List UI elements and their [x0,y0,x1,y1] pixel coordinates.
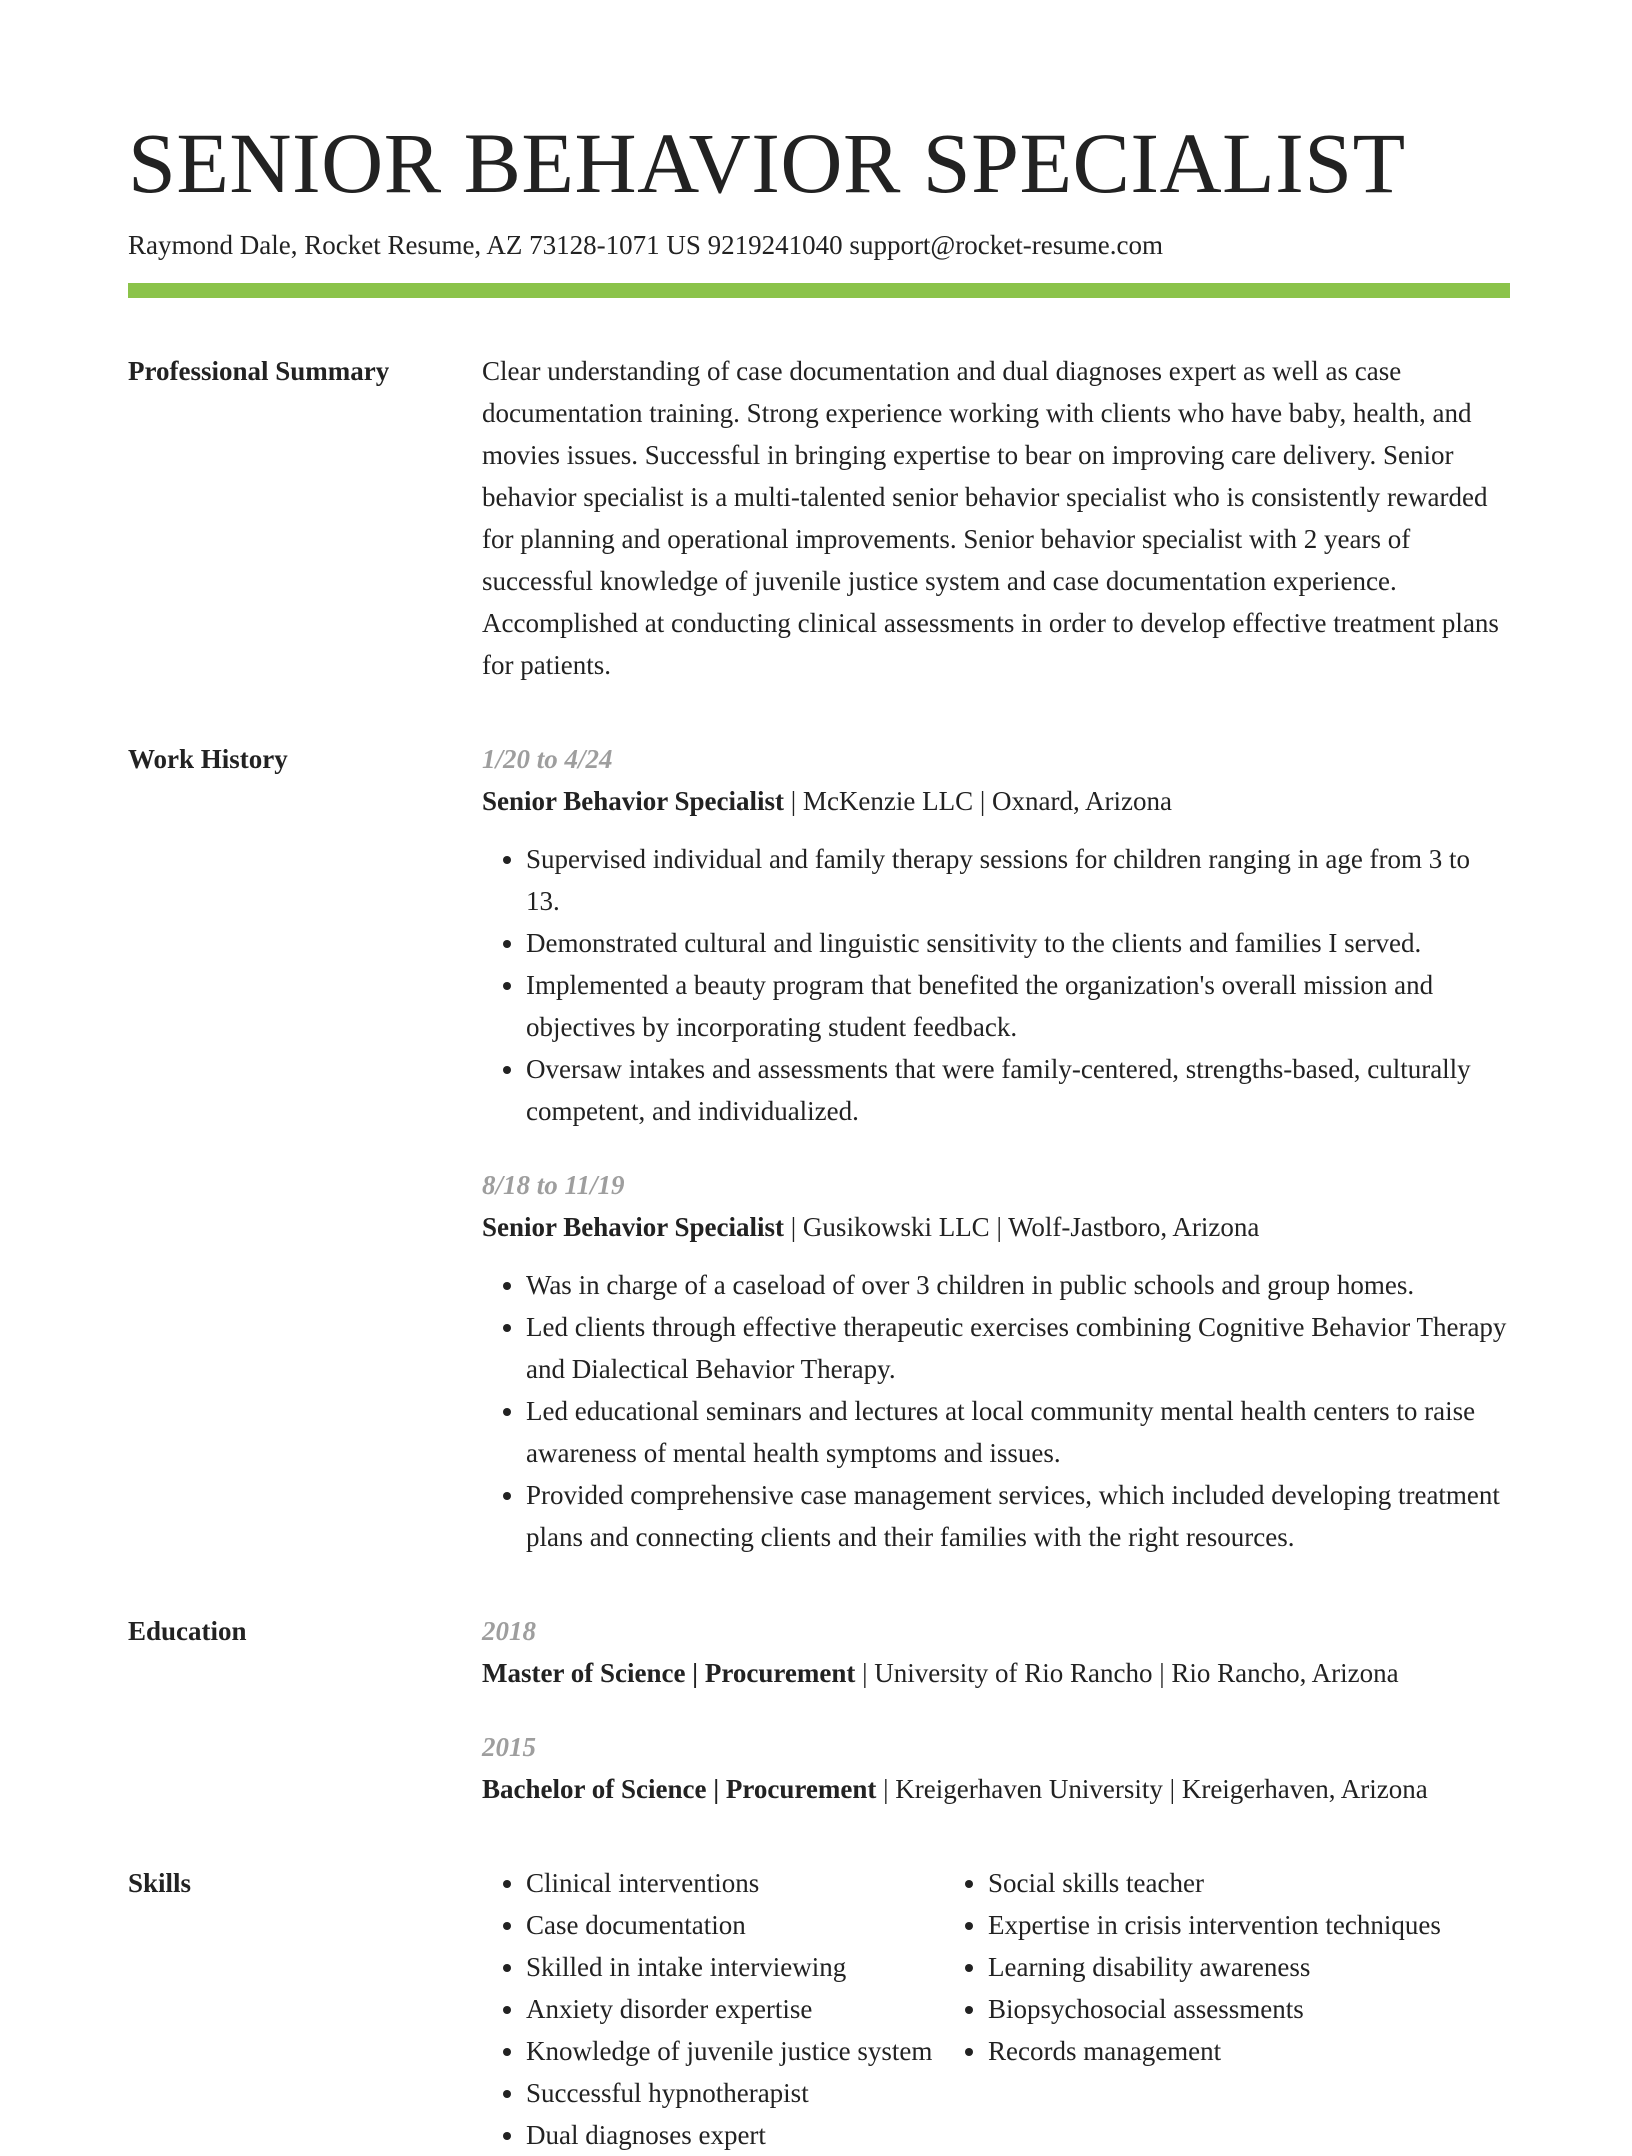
job-bullet: • Led clients through effective therapeutic exercises combining Cognitive Behavior Therapy and Dialectical Behavior Therapy. [526,1306,1510,1390]
skill-item: • Records management [988,2030,1510,2072]
education-label: Education [128,1616,247,1647]
job-bullets [482,1264,1510,1558]
job-bullet: • Implemented a beauty program that benefited the organization's overall mission and objectives by incorporating student feedback. [526,964,1510,1048]
skill-item: • Expertise in crisis intervention techniques [988,1904,1510,1946]
job-dates: 1/20 to 4/24 [482,744,613,775]
skill-item: • Case documentation [526,1904,944,1946]
skills-list-right [944,1862,1510,2072]
job-entry [482,738,1510,1132]
job-bullet: • Oversaw intakes and assessments that were family-centered, strengths-based, culturally competent, and individualized. [526,1048,1510,1132]
summary-section [128,350,1510,686]
job-bullets [482,838,1510,1132]
summary-label: Professional Summary [128,356,390,387]
education-year: 2018 [482,1616,536,1647]
education-entry [482,1610,1510,1694]
education-degree: Bachelor of Science | Procurement [482,1774,877,1805]
job-bullet: • Led educational seminars and lectures at local community mental health centers to raise awareness of mental health symptoms and issues. [526,1390,1510,1474]
skill-item: • Biopsychosocial assessments [988,1988,1510,2030]
job-employer: | Gusikowski LLC | Wolf-Jastboro, Arizona [784,1212,1260,1243]
resume-page [128,115,1510,2156]
skills-label: Skills [128,1868,192,1899]
job-entry [482,1164,1510,1558]
education-entry [482,1726,1510,1810]
job-title-line [482,1206,1510,1248]
job-dates: 8/18 to 11/19 [482,1170,625,1201]
summary-text: Clear understanding of case documentation and dual diagnoses expert as well as case documentation training. Strong experience working with clients who have baby, health, and movies issues. Successful in bringing expertise to bear on improving care delivery. Senior behavior specialist is a multi-talented senior behavior specialist who is consistently rewarded for planning and operational improvements. Senior behavior specialist with 2 years of successful knowledge of juvenile justice system and case documentation experience. Accomplished at conducting clinical assessments in order to develop effective treatment plans for patients. [482,356,1499,681]
contact-line: Raymond Dale, Rocket Resume, AZ 73128-1071 US 9219241040 support@rocket-resume.com [128,230,1163,261]
job-bullet: • Demonstrated cultural and linguistic sensitivity to the clients and families I served. [526,922,1510,964]
skill-item: • Social skills teacher [988,1862,1510,1904]
education-section [128,1610,1510,1810]
education-year: 2015 [482,1732,536,1763]
skill-item: • Knowledge of juvenile justice system [526,2030,944,2072]
education-degree-line [482,1652,1510,1694]
job-title-line [482,780,1510,822]
skill-item: • Dual diagnoses expert [526,2114,944,2156]
skill-item: • Skilled in intake interviewing [526,1946,944,1988]
accent-divider [128,283,1510,298]
education-school: | University of Rio Rancho | Rio Rancho, Arizona [855,1658,1399,1689]
work-history-label: Work History [128,744,288,775]
job-employer: | McKenzie LLC | Oxnard, Arizona [784,786,1172,817]
education-degree-line [482,1768,1510,1810]
skill-item: • Learning disability awareness [988,1946,1510,1988]
education-degree: Master of Science | Procurement [482,1658,856,1689]
job-bullet: • Supervised individual and family therapy sessions for children ranging in age from 3 to 13. [526,838,1510,922]
job-title: Senior Behavior Specialist [482,1212,785,1243]
skill-item: • Clinical interventions [526,1862,944,1904]
skill-item: • Successful hypnotherapist [526,2072,944,2114]
job-bullet: • Was in charge of a caseload of over 3 children in public schools and group homes. [526,1264,1510,1306]
job-title: Senior Behavior Specialist [482,786,785,817]
education-school: | Kreigerhaven University | Kreigerhaven, Arizona [876,1774,1428,1805]
skill-item: • Anxiety disorder expertise [526,1988,944,2030]
work-history-section [128,738,1510,1558]
job-bullet: • Provided comprehensive case management services, which included developing treatment plans and connecting clients and their families with the right resources. [526,1474,1510,1558]
resume-title: SENIOR BEHAVIOR SPECIALIST [128,115,1406,211]
